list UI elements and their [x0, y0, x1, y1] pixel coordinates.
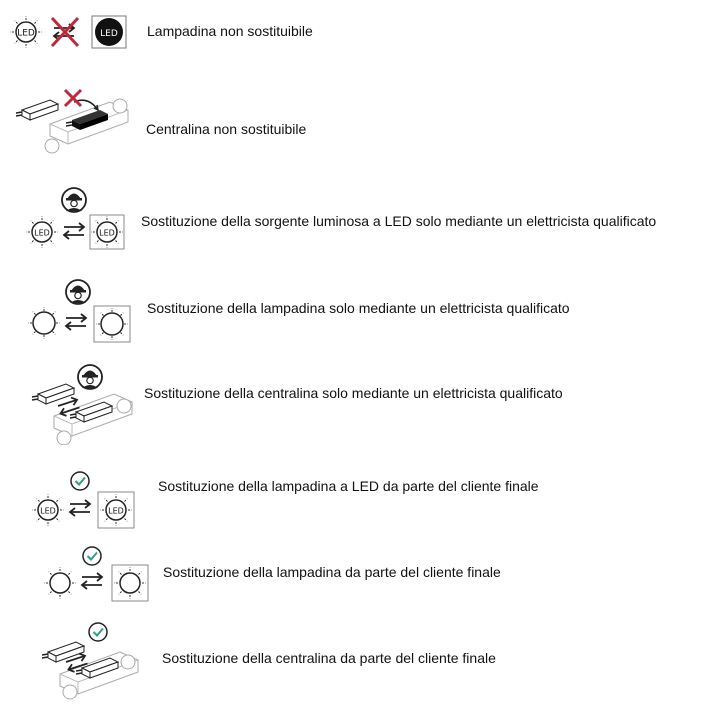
- row-label: Sostituzione della lampadina solo mediante un elettricista qualificato: [147, 300, 570, 316]
- cross-icon: [52, 18, 78, 46]
- row-label: Centralina non sostituibile: [146, 121, 307, 137]
- row-label: Sostituzione della centralina da parte del cliente finale: [162, 650, 496, 666]
- led-text-dark: LED: [100, 29, 118, 39]
- row-label: Sostituzione della lampadina a LED da parte del cliente finale: [158, 478, 539, 494]
- row-label: Sostituzione della sorgente luminosa a LED solo mediante un elettricista qualificato: [141, 213, 657, 229]
- led-text: LED: [99, 228, 115, 238]
- control-gear-replacement-customer-icon: [40, 620, 142, 702]
- led-text: LED: [34, 228, 50, 238]
- row-label: Lampadina non sostituibile: [147, 23, 313, 39]
- control-gear-replacement-electrician-icon: [28, 360, 136, 445]
- led-text: LED: [17, 28, 35, 39]
- row-label: Sostituzione della centralina solo mediante un elettricista qualificato: [144, 385, 563, 401]
- led-text: LED: [108, 506, 124, 516]
- led-bulb-replacement-customer-icon: [28, 470, 140, 532]
- bulb-replacement-customer-icon: [40, 545, 152, 607]
- led-source-replacement-electrician-icon: [22, 185, 132, 253]
- row-label: Sostituzione della lampadina da parte del cliente finale: [163, 564, 501, 580]
- control-gear-not-replaceable-icon: [10, 88, 135, 158]
- led-text: LED: [40, 506, 56, 516]
- cross-icon: [65, 90, 81, 106]
- led-bulb-not-replaceable-icon: [4, 12, 132, 52]
- bulb-replacement-electrician-icon: [22, 275, 136, 345]
